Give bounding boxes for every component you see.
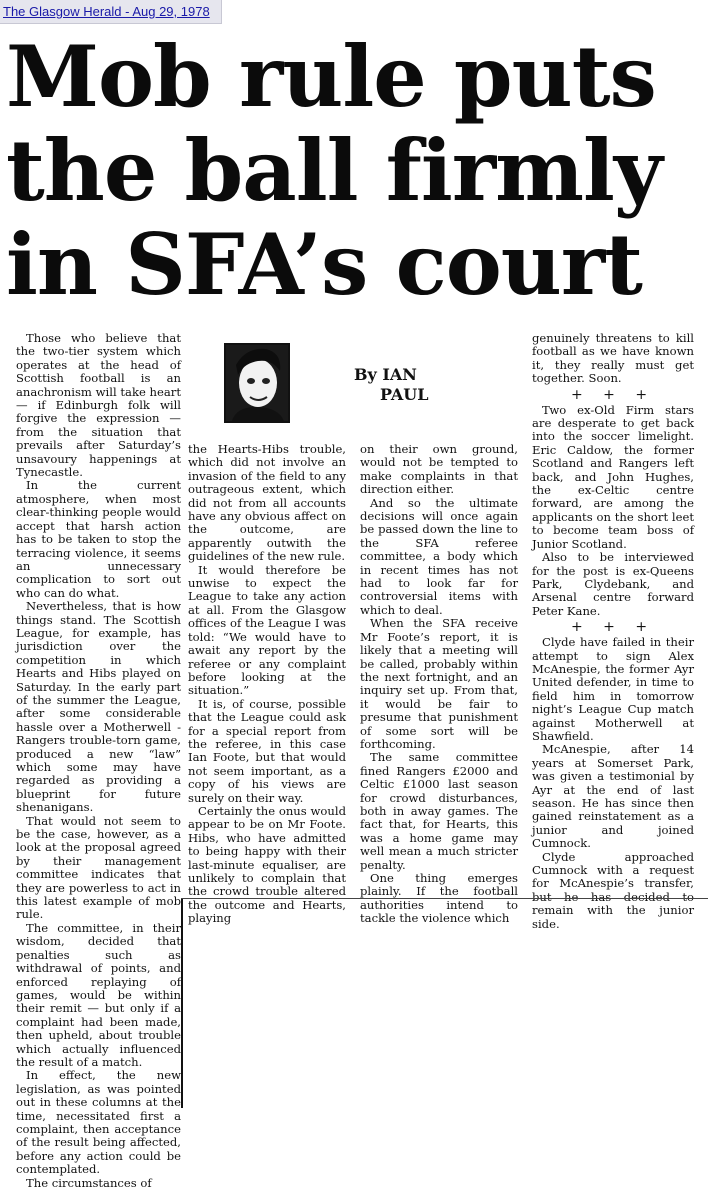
- byline-name: PAUL: [380, 385, 429, 404]
- clipping-edge: [181, 898, 708, 899]
- article-column-3: [360, 443, 518, 926]
- paragraph: the Hearts-Hibs trouble, which did not involve an invasion of the field to any outrageous extent, which did not from all accounts have any obvious affect on the outcome, are apparently outwith the guidelines of the new rule.: [188, 442, 346, 564]
- section-separator: + + +: [570, 619, 656, 636]
- article-column-1: [16, 332, 181, 1190]
- paragraph: That would not seem to be the case, however, as a look at the proposal agreed by their management committee indicates that they are powerless to act in this latest example of mob rule.: [16, 813, 181, 922]
- byline: [354, 365, 474, 405]
- column-divider: [181, 898, 183, 1108]
- paragraph: McAnespie, after 14 years at Somerset Park, was given a testimonial by Ayr at the end of last season. He has since then gained reinstatement as a junior and joined Cumnock.: [532, 742, 694, 851]
- paragraph: Those who believe that the two-tier system which operates at the head of Scottish football is an anachronism will take heart — if Edinburgh folk will forgive the expression — from the situation that prevails after Saturday’s unsavoury happenings at Tynecastle.: [16, 331, 181, 480]
- paragraph: When the SFA receive Mr Foote’s report, it is likely that a meeting will be called, probably within the next fortnight, and an inquiry set up. From that, it would be fair to presume that punishment of some sort will be forthcoming.: [360, 616, 518, 751]
- paragraph: The committee, in their wisdom, decided that penalties such as withdrawal of points, and enforced replaying of games, would be within their remit — but only if a complaint had been made, then upheld, about trouble which actually influenced the result of a match.: [16, 920, 181, 1069]
- headline-line-2: the ball firmly: [6, 121, 662, 220]
- byline-prefix: By IAN: [354, 365, 417, 384]
- paragraph: Two ex-Old Firm stars are desperate to get back into the soccer limelight. Eric Caldow, the former Scotland and Rangers left back, and John Hughes, the ex-Celtic centre forward, are among the applicants on the short leet to become team boss of Junior Scotland.: [532, 402, 694, 551]
- paragraph: Clyde approached Cumnock with a request for McAnespie’s transfer, but he has decided to remain with the junior side.: [532, 849, 694, 931]
- paragraph: Clyde have failed in their attempt to sign Alex McAnespie, the former Ayr United defender, in time to field him in tomorrow night’s League Cup match against Motherwell at Shawfield.: [532, 635, 694, 743]
- byline-box: [200, 337, 518, 437]
- paragraph: In effect, the new legislation, as was pointed out in these columns at the time, necessitated first a complaint, then acceptance of the result being affected, before any action could be contemplated.: [16, 1068, 181, 1177]
- article-column-2: [188, 443, 346, 926]
- paragraph: genuinely threatens to kill football as we have known it, they really must get together. Soon.: [532, 331, 694, 386]
- headline-line-3: in SFA’s court: [6, 215, 642, 314]
- paragraph: One thing emerges plainly. If the football authorities intend to tackle the violence which: [360, 871, 518, 926]
- paragraph: It would therefore be unwise to expect the League to take any action at all. From the Glasgow offices of the League I was told: “We would have to await any report by the referee or any complaint before looking at the situation.”: [188, 562, 346, 698]
- paragraph: on their own ground, would not be tempted to make complaints in that direction either.: [360, 442, 518, 497]
- headline-line-1: Mob rule puts: [6, 27, 656, 126]
- article-column-4: [532, 332, 694, 931]
- section-separator: + + +: [570, 386, 656, 403]
- paragraph: It is, of course, possible that the League could ask for a special report from the referee, in this case Ian Foote, but that would not seem important, as a copy of his views are surely on their way.: [188, 696, 346, 805]
- paragraph: Certainly the onus would appear to be on Mr Foote. Hibs, who have admitted to being happy with their last-minute equaliser, are unlikely to complain that the crowd trouble altered the outcome and Hearts, playing: [188, 803, 346, 926]
- paragraph: The circumstances of: [26, 1175, 152, 1190]
- paragraph: Nevertheless, that is how things stand. The Scottish League, for example, has jurisdiction over the competition in which Hearts and Hibs played on Saturday. In the early part of the summer the League, after some considerable hassle over a Motherwell - Rangers trouble-torn game, produced a new “law” which some may have regarded as providing a blueprint for future shenanigans.: [16, 599, 181, 815]
- paragraph: And so the ultimate decisions will once again be passed down the line to the SFA referee committee, a body which in recent times has not had to look far for controversial items with which to deal.: [360, 495, 518, 617]
- author-portrait-icon: [226, 345, 288, 421]
- source-link[interactable]: The Glasgow Herald - Aug 29, 1978: [0, 0, 222, 24]
- headline: [6, 27, 706, 314]
- paragraph: Also to be interviewed for the post is ex-Queens Park, Clydebank, and Arsenal centre forward Peter Kane.: [532, 550, 694, 618]
- paragraph: In the current atmosphere, when most clear-thinking people would accept that harsh action has to be taken to stop the terracing violence, it seems an unnecessary complication to sort out who can do what.: [16, 478, 181, 600]
- author-photo: [224, 343, 290, 423]
- paragraph: The same committee fined Rangers £2000 and Celtic £1000 last season for crowd disturbances, both in away games. The fact that, for Hearts, this was a home game may well mean a much stricter penalty.: [360, 750, 518, 872]
